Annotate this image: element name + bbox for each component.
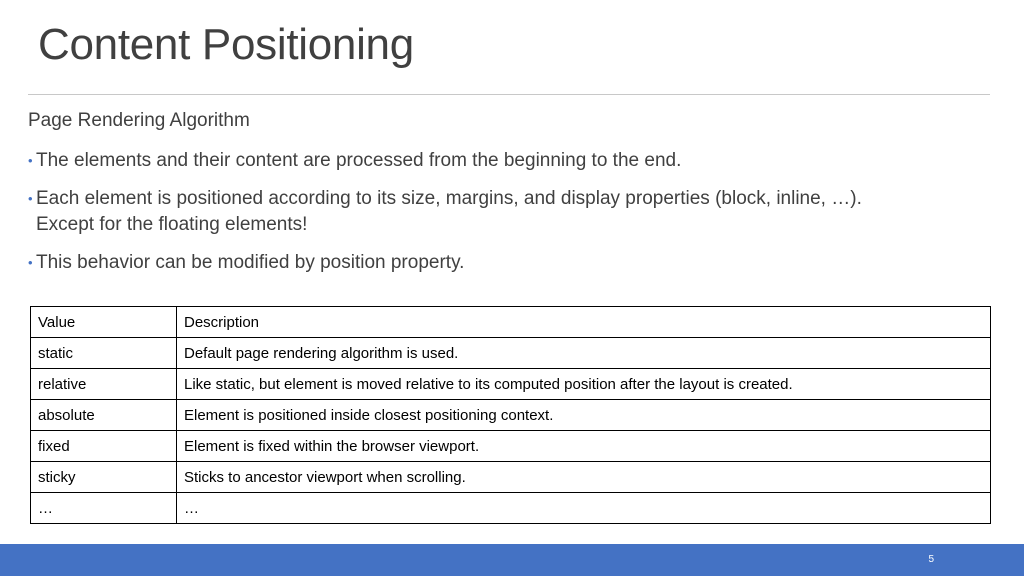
table-row — [31, 431, 991, 462]
bullet-dot-icon: • — [28, 153, 33, 168]
bullet-text: This behavior can be modified by position property. — [36, 252, 465, 273]
table-cell-value: fixed — [31, 431, 177, 462]
table-header-cell: Description — [177, 307, 991, 338]
table-row — [31, 400, 991, 431]
title-divider — [28, 94, 990, 95]
table-row — [31, 369, 991, 400]
slide-content — [28, 110, 988, 288]
bullet-text-continuation: Except for the floating elements! — [36, 214, 308, 235]
table-cell-value: absolute — [31, 400, 177, 431]
table-cell-value: static — [31, 338, 177, 369]
table-row — [31, 462, 991, 493]
section-subtitle: Page Rendering Algorithm — [28, 110, 250, 131]
bullet-text: The elements and their content are processed from the beginning to the end. — [36, 150, 682, 171]
table-row — [31, 493, 991, 524]
table-cell-description: Like static, but element is moved relative to its computed position after the layout is created. — [177, 369, 991, 400]
table-cell-value: sticky — [31, 462, 177, 493]
table-cell-description: … — [177, 493, 991, 524]
table-row — [31, 338, 991, 369]
bullet-text: Each element is positioned according to its size, margins, and display properties (block, inline, …). — [36, 188, 862, 209]
position-values-table — [30, 306, 991, 524]
table-cell-description: Element is positioned inside closest positioning context. — [177, 400, 991, 431]
table-cell-value: relative — [31, 369, 177, 400]
page-number: 5 — [928, 554, 934, 565]
bullet-dot-icon: • — [28, 191, 33, 206]
bullet-item — [28, 148, 988, 174]
bullet-item — [28, 250, 988, 276]
table-cell-description: Default page rendering algorithm is used. — [177, 338, 991, 369]
table-cell-value: … — [31, 493, 177, 524]
table-cell-description: Sticks to ancestor viewport when scrolling. — [177, 462, 991, 493]
table-cell-description: Element is fixed within the browser viewport. — [177, 431, 991, 462]
slide-title: Content Positioning — [38, 20, 414, 69]
footer-bar — [0, 544, 1024, 576]
bullet-dot-icon: • — [28, 255, 33, 270]
bullet-item — [28, 186, 988, 238]
table-header-row — [31, 307, 991, 338]
table-header-cell: Value — [31, 307, 177, 338]
